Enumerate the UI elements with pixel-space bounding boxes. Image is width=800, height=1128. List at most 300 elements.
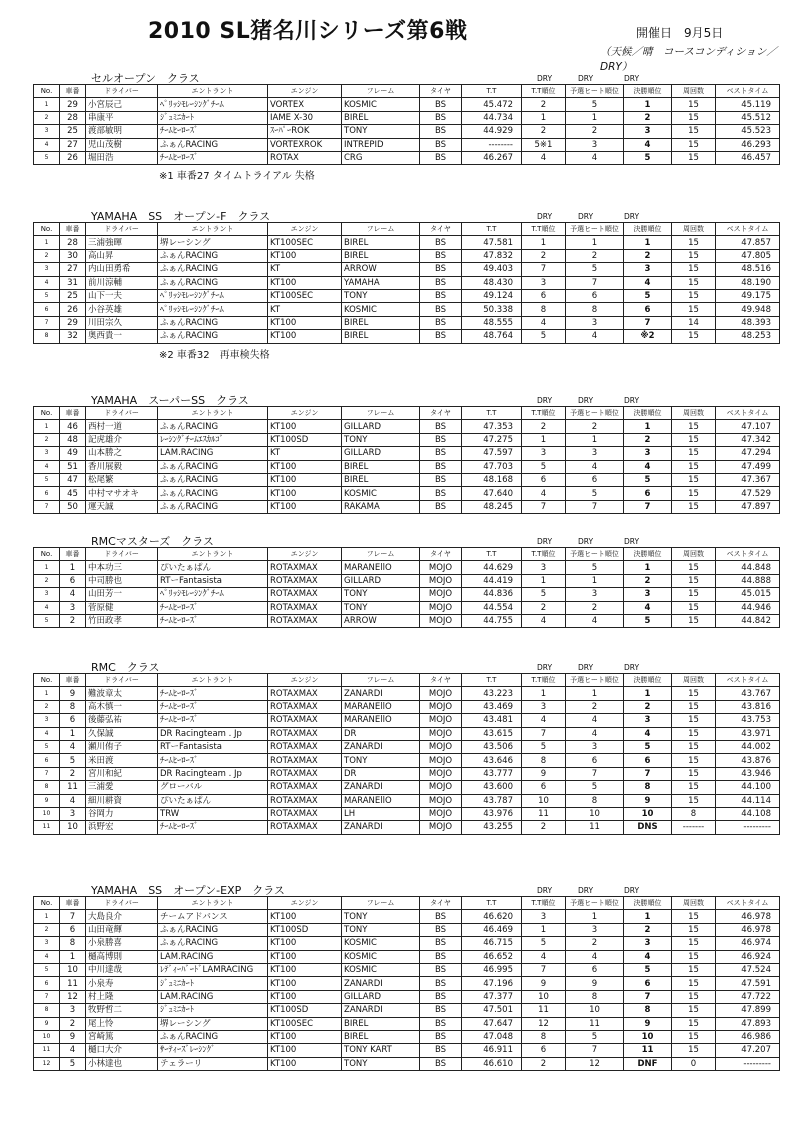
table-cell: 47.647 xyxy=(462,1017,522,1030)
table-cell: 西村一道 xyxy=(86,420,158,433)
table-cell: 15 xyxy=(672,125,716,138)
table-cell: ------- xyxy=(672,821,716,834)
table-row xyxy=(34,151,780,164)
table-cell: 記虎雄介 xyxy=(86,433,158,446)
table-cell: チームアドバンス xyxy=(158,910,268,923)
table-cell: BIREL xyxy=(342,111,420,124)
table-row xyxy=(34,500,780,513)
column-header: エントラント xyxy=(158,548,268,561)
table-cell: 44.114 xyxy=(716,794,780,807)
column-header: ベストタイム xyxy=(716,407,780,420)
table-cell: 44.629 xyxy=(462,561,522,574)
table-cell: 3 xyxy=(566,447,624,460)
table-cell: MOJO xyxy=(420,601,462,614)
column-header: 周回数 xyxy=(672,897,716,910)
table-cell: 2 xyxy=(34,249,60,262)
table-cell: 2 xyxy=(522,420,566,433)
table-cell: 29 xyxy=(60,316,86,329)
table-cell: 8 xyxy=(34,781,60,794)
table-cell: 46.715 xyxy=(462,937,522,950)
table-cell: 46.924 xyxy=(716,950,780,963)
dry-label: DRY xyxy=(537,886,553,895)
table-cell: KT100SD xyxy=(268,923,342,936)
table-cell: BS xyxy=(420,910,462,923)
table-cell: ﾍﾟﾘｯｼﾓﾚｰｼﾝｸﾞﾁｰﾑ xyxy=(158,303,268,316)
table-cell: KT100 xyxy=(268,276,342,289)
table-cell: 2 xyxy=(60,614,86,627)
column-header: ドライバー xyxy=(86,897,158,910)
table-cell: ふぁんRACING xyxy=(158,937,268,950)
table-cell: 山田竜輝 xyxy=(86,923,158,936)
table-cell: 5 xyxy=(522,330,566,343)
table-cell: 15 xyxy=(672,249,716,262)
table-cell: ふぁんRACING xyxy=(158,316,268,329)
table-cell: 4 xyxy=(566,460,624,473)
table-cell: ふぁんRACING xyxy=(158,460,268,473)
table-cell: 8 xyxy=(522,1030,566,1043)
table-cell: YAMAHA xyxy=(342,276,420,289)
table-cell: 47.048 xyxy=(462,1030,522,1043)
column-header: T.T順位 xyxy=(522,897,566,910)
table-cell: 15 xyxy=(672,420,716,433)
table-cell: 3 xyxy=(522,700,566,713)
table-cell: 15 xyxy=(672,714,716,727)
table-cell: 菅原健 xyxy=(86,601,158,614)
table-cell: ZANARDI xyxy=(342,687,420,700)
table-cell: 10 xyxy=(566,807,624,820)
table-cell: 27 xyxy=(60,138,86,151)
table-cell: 4 xyxy=(522,151,566,164)
table-cell: 8 xyxy=(566,303,624,316)
column-header: エンジン xyxy=(268,548,342,561)
table-cell: 川田宗久 xyxy=(86,316,158,329)
table-cell: 浜野宏 xyxy=(86,821,158,834)
table-cell: 46.457 xyxy=(716,151,780,164)
table-cell: 3 xyxy=(624,263,672,276)
table-cell: 7 xyxy=(34,767,60,780)
table-cell: 50.338 xyxy=(462,303,522,316)
table-cell: 4 xyxy=(624,727,672,740)
table-row xyxy=(34,330,780,343)
table-cell: 4 xyxy=(522,950,566,963)
table-cell: KT100 xyxy=(268,487,342,500)
table-cell: 8 xyxy=(60,700,86,713)
column-header: タイヤ xyxy=(420,674,462,687)
table-cell: 1 xyxy=(566,111,624,124)
table-cell: 7 xyxy=(624,500,672,513)
table-cell: 15 xyxy=(672,500,716,513)
table-cell: 2 xyxy=(34,923,60,936)
table-cell: IAME X-30 xyxy=(268,111,342,124)
table-cell: 5※1 xyxy=(522,138,566,151)
table-cell: 1 xyxy=(566,910,624,923)
table-cell: ふぁんRACING xyxy=(158,487,268,500)
column-header: 決勝順位 xyxy=(624,223,672,236)
column-header: エンジン xyxy=(268,85,342,98)
column-header: ドライバー xyxy=(86,674,158,687)
table-cell: 7 xyxy=(566,1044,624,1057)
table-cell: 48.516 xyxy=(716,263,780,276)
table-cell: 高木慎一 xyxy=(86,700,158,713)
table-cell: ｼﾞｭﾐﾆｶｰﾄ xyxy=(158,111,268,124)
column-header: タイヤ xyxy=(420,223,462,236)
table-cell: BS xyxy=(420,460,462,473)
table-cell: 8 xyxy=(624,781,672,794)
table-cell: 43.767 xyxy=(716,687,780,700)
table-cell: 15 xyxy=(672,923,716,936)
column-header: 車番 xyxy=(60,548,86,561)
table-cell: CRG xyxy=(342,151,420,164)
table-row xyxy=(34,937,780,950)
table-cell: 9 xyxy=(34,1017,60,1030)
table-cell: 宮川和紀 xyxy=(86,767,158,780)
table-cell: 15 xyxy=(672,588,716,601)
table-cell: 44.888 xyxy=(716,574,780,587)
table-cell: ﾁｰﾑﾋｰﾛｰｽﾞ xyxy=(158,151,268,164)
table-cell: ﾍﾟﾘｯｼﾓﾚｰｼﾝｸﾞﾁｰﾑ xyxy=(158,289,268,302)
column-header: 車番 xyxy=(60,674,86,687)
table-row xyxy=(34,727,780,740)
table-row xyxy=(34,700,780,713)
table-cell: 11 xyxy=(566,821,624,834)
table-cell: 大島良介 xyxy=(86,910,158,923)
dry-label: DRY xyxy=(578,212,594,221)
table-cell: ﾁｰﾑﾋｰﾛｰｽﾞ xyxy=(158,601,268,614)
table-cell: 3 xyxy=(624,447,672,460)
table-cell: 4 xyxy=(60,588,86,601)
table-cell: BIREL xyxy=(342,460,420,473)
table-cell: 15 xyxy=(672,151,716,164)
table-cell: 5 xyxy=(34,740,60,753)
table-cell: 2 xyxy=(60,1017,86,1030)
table-cell: LH xyxy=(342,807,420,820)
track-condition: （天候／晴 コースコンディション／DRY） xyxy=(600,46,777,73)
table-cell: 4 xyxy=(522,614,566,627)
table-cell: ROTAXMAX xyxy=(268,740,342,753)
table-cell: テェラーリ xyxy=(158,1057,268,1070)
table-cell: 15 xyxy=(672,963,716,976)
table-cell: 4 xyxy=(34,601,60,614)
table-cell: 小宮辰己 xyxy=(86,98,158,111)
table-cell: 47.524 xyxy=(716,963,780,976)
table-cell: 48 xyxy=(60,433,86,446)
table-cell: MOJO xyxy=(420,700,462,713)
table-row xyxy=(34,821,780,834)
table-cell: 46.911 xyxy=(462,1044,522,1057)
table-cell: BS xyxy=(420,1030,462,1043)
results-table xyxy=(33,84,780,165)
table-cell: 10 xyxy=(60,821,86,834)
table-cell: DR Racingteam . Jp xyxy=(158,727,268,740)
table-cell: 3 xyxy=(522,276,566,289)
table-cell: MARANEllO xyxy=(342,561,420,574)
table-cell: 2 xyxy=(624,700,672,713)
column-header: 車番 xyxy=(60,223,86,236)
table-cell: 3 xyxy=(34,447,60,460)
table-cell: 2 xyxy=(566,249,624,262)
table-cell: 46.293 xyxy=(716,138,780,151)
table-cell: 8 xyxy=(566,794,624,807)
table-cell: TONY xyxy=(342,754,420,767)
table-cell: 4 xyxy=(624,138,672,151)
table-cell: 2 xyxy=(624,923,672,936)
table-cell: 43.646 xyxy=(462,754,522,767)
table-cell: BS xyxy=(420,138,462,151)
column-header: T.T xyxy=(462,85,522,98)
table-cell: ROTAXMAX xyxy=(268,601,342,614)
table-cell: 5 xyxy=(522,937,566,950)
table-cell: TONY xyxy=(342,125,420,138)
table-cell: 6 xyxy=(34,977,60,990)
column-header: エントラント xyxy=(158,223,268,236)
results-table xyxy=(33,673,780,835)
table-cell: TONY KART xyxy=(342,1044,420,1057)
table-cell: 26 xyxy=(60,151,86,164)
dry-label: DRY xyxy=(624,663,640,672)
table-cell: 1 xyxy=(522,111,566,124)
table-cell: ﾍﾟﾘｯｼﾓﾚｰｼﾝｸﾞﾁｰﾑ xyxy=(158,588,268,601)
table-cell: 12 xyxy=(60,990,86,1003)
table-cell: 25 xyxy=(60,125,86,138)
table-cell: 15 xyxy=(672,1017,716,1030)
table-cell: 3 xyxy=(34,588,60,601)
table-cell: 2 xyxy=(34,111,60,124)
table-cell: 44.100 xyxy=(716,781,780,794)
table-cell: KOSMIC xyxy=(342,303,420,316)
table-row xyxy=(34,447,780,460)
column-header: フレーム xyxy=(342,223,420,236)
table-cell: 4 xyxy=(566,151,624,164)
table-cell: 5 xyxy=(34,289,60,302)
table-cell: KT100 xyxy=(268,977,342,990)
table-cell: 49.124 xyxy=(462,289,522,302)
table-cell: 1 xyxy=(522,574,566,587)
table-cell: ※2 xyxy=(624,330,672,343)
table-cell: 1 xyxy=(522,433,566,446)
table-cell: KT100 xyxy=(268,500,342,513)
table-cell: 47 xyxy=(60,473,86,486)
table-cell: BS xyxy=(420,111,462,124)
table-row xyxy=(34,316,780,329)
table-cell: 細川耕資 xyxy=(86,794,158,807)
column-header: ベストタイム xyxy=(716,897,780,910)
table-cell: 小林達也 xyxy=(86,1057,158,1070)
table-cell: 4 xyxy=(34,460,60,473)
table-row xyxy=(34,990,780,1003)
table-cell: 3 xyxy=(34,937,60,950)
table-cell: 47.591 xyxy=(716,977,780,990)
table-cell: 4 xyxy=(34,950,60,963)
column-header: T.T順位 xyxy=(522,407,566,420)
table-row xyxy=(34,601,780,614)
table-cell: BS xyxy=(420,500,462,513)
table-row xyxy=(34,740,780,753)
table-cell: 2 xyxy=(34,700,60,713)
table-cell: 3 xyxy=(624,714,672,727)
table-cell: MOJO xyxy=(420,687,462,700)
table-row xyxy=(34,487,780,500)
table-cell: 15 xyxy=(672,700,716,713)
table-cell: 7 xyxy=(34,990,60,1003)
table-cell: 43.600 xyxy=(462,781,522,794)
table-cell: ﾍﾟﾘｯｼﾓﾚｰｼﾝｸﾞﾁｰﾑ xyxy=(158,98,268,111)
table-cell: 2 xyxy=(624,249,672,262)
table-cell: ぴいたぁぱん xyxy=(158,794,268,807)
table-cell: ﾁｰﾑﾋｰﾛｰｽﾞ xyxy=(158,700,268,713)
results-table xyxy=(33,547,780,628)
column-header: ベストタイム xyxy=(716,223,780,236)
table-cell: BS xyxy=(420,950,462,963)
table-cell: 三浦強暉 xyxy=(86,236,158,249)
table-cell: 45.119 xyxy=(716,98,780,111)
table-cell: ﾁｰﾑﾋｰﾛｰｽﾞ xyxy=(158,754,268,767)
column-header: 予選ヒート順位 xyxy=(566,85,624,98)
table-cell: 3 xyxy=(522,447,566,460)
table-cell: BS xyxy=(420,236,462,249)
header-row xyxy=(34,223,780,236)
table-cell: ROTAXMAX xyxy=(268,727,342,740)
table-cell: 4 xyxy=(566,330,624,343)
column-header: No. xyxy=(34,897,60,910)
table-cell: MOJO xyxy=(420,714,462,727)
table-cell: KOSMIC xyxy=(342,487,420,500)
table-row xyxy=(34,111,780,124)
table-cell: 1 xyxy=(60,950,86,963)
table-cell: ふぁんRACING xyxy=(158,420,268,433)
table-cell: 1 xyxy=(624,910,672,923)
table-cell: 43.876 xyxy=(716,754,780,767)
table-cell: TONY xyxy=(342,923,420,936)
table-cell: ｼﾞｭﾐﾆｶｰﾄ xyxy=(158,1004,268,1017)
table-cell: 7 xyxy=(34,316,60,329)
table-cell: ﾚｰｼﾝｸﾞﾁｰﾑｴｽｶﾙｺﾞ xyxy=(158,433,268,446)
table-cell: 44.419 xyxy=(462,574,522,587)
table-cell: 後藤弘祐 xyxy=(86,714,158,727)
table-cell: 1 xyxy=(566,236,624,249)
table-row xyxy=(34,303,780,316)
table-cell: ROTAXMAX xyxy=(268,687,342,700)
table-cell: 15 xyxy=(672,727,716,740)
column-header: エントラント xyxy=(158,407,268,420)
table-cell: ﾁｰﾑﾋｰﾛｰｽﾞ xyxy=(158,125,268,138)
class-name: YAMAHA SS オープン-EXP クラス xyxy=(91,884,285,897)
table-cell: ZANARDI xyxy=(342,740,420,753)
table-row xyxy=(34,125,780,138)
event-date: 開催日 9月5日 xyxy=(636,26,724,40)
table-cell: 2 xyxy=(624,111,672,124)
table-cell: ﾁｰﾑﾋｰﾛｰｽﾞ xyxy=(158,821,268,834)
table-cell: MOJO xyxy=(420,740,462,753)
table-cell: 15 xyxy=(672,1030,716,1043)
table-cell: ROTAXMAX xyxy=(268,588,342,601)
table-cell: DR xyxy=(342,767,420,780)
table-cell: BS xyxy=(420,1044,462,1057)
table-cell: ROTAXMAX xyxy=(268,794,342,807)
column-header: エンジン xyxy=(268,674,342,687)
table-cell: ふぁんRACING xyxy=(158,276,268,289)
table-cell: 1 xyxy=(522,687,566,700)
table-row xyxy=(34,923,780,936)
table-cell: ROTAXMAX xyxy=(268,821,342,834)
column-header: エントラント xyxy=(158,674,268,687)
table-cell: BIREL xyxy=(342,473,420,486)
column-header: 決勝順位 xyxy=(624,85,672,98)
dry-label: DRY xyxy=(537,537,553,546)
dry-label: DRY xyxy=(578,886,594,895)
table-cell: 43.481 xyxy=(462,714,522,727)
table-cell: 43.615 xyxy=(462,727,522,740)
table-cell: 10 xyxy=(624,1030,672,1043)
table-cell: 29 xyxy=(60,98,86,111)
table-cell: 2 xyxy=(624,433,672,446)
table-cell: 内山田勇希 xyxy=(86,263,158,276)
table-cell: 奥西貴一 xyxy=(86,330,158,343)
table-cell: KT100SEC xyxy=(268,289,342,302)
table-cell: 7 xyxy=(566,500,624,513)
table-cell: GILLARD xyxy=(342,990,420,1003)
dry-label: DRY xyxy=(537,663,553,672)
column-header: ドライバー xyxy=(86,407,158,420)
table-cell: 2 xyxy=(522,821,566,834)
table-cell: 山田芳一 xyxy=(86,588,158,601)
table-cell: 6 xyxy=(34,754,60,767)
table-cell: 8 xyxy=(34,1004,60,1017)
table-cell: 4 xyxy=(566,714,624,727)
table-cell: 48.168 xyxy=(462,473,522,486)
table-cell: 5 xyxy=(566,781,624,794)
table-cell: TRW xyxy=(158,807,268,820)
table-cell: 49.948 xyxy=(716,303,780,316)
table-cell: 11 xyxy=(566,1017,624,1030)
table-cell: ZANARDI xyxy=(342,1004,420,1017)
table-cell: 中村マサオキ xyxy=(86,487,158,500)
column-header: 予選ヒート順位 xyxy=(566,897,624,910)
table-cell: 47.857 xyxy=(716,236,780,249)
table-cell: 15 xyxy=(672,910,716,923)
table-cell: 3 xyxy=(522,910,566,923)
column-header: T.T xyxy=(462,548,522,561)
table-cell: 15 xyxy=(672,460,716,473)
table-cell: 15 xyxy=(672,138,716,151)
table-cell: BS xyxy=(420,1057,462,1070)
table-cell: 48.253 xyxy=(716,330,780,343)
table-cell: 11 xyxy=(624,1044,672,1057)
table-cell: 15 xyxy=(672,950,716,963)
column-header: 予選ヒート順位 xyxy=(566,407,624,420)
table-cell: ROTAX xyxy=(268,151,342,164)
table-cell: 1 xyxy=(624,236,672,249)
column-header: フレーム xyxy=(342,548,420,561)
table-cell: 5 xyxy=(522,460,566,473)
table-cell: TONY xyxy=(342,588,420,601)
table-cell: 松尾繁 xyxy=(86,473,158,486)
table-cell: 46.974 xyxy=(716,937,780,950)
column-header: 予選ヒート順位 xyxy=(566,674,624,687)
table-cell: 47.377 xyxy=(462,990,522,1003)
table-cell: KT100 xyxy=(268,473,342,486)
table-cell: 15 xyxy=(672,487,716,500)
table-cell: KOSMIC xyxy=(342,950,420,963)
table-cell: 15 xyxy=(672,303,716,316)
table-cell: ROTAXMAX xyxy=(268,700,342,713)
table-cell: 香川展毅 xyxy=(86,460,158,473)
table-cell: MOJO xyxy=(420,754,462,767)
table-row xyxy=(34,249,780,262)
table-cell: 11 xyxy=(34,821,60,834)
table-cell: KT100 xyxy=(268,937,342,950)
table-cell: 小谷英雄 xyxy=(86,303,158,316)
table-cell: RAKAMA xyxy=(342,500,420,513)
